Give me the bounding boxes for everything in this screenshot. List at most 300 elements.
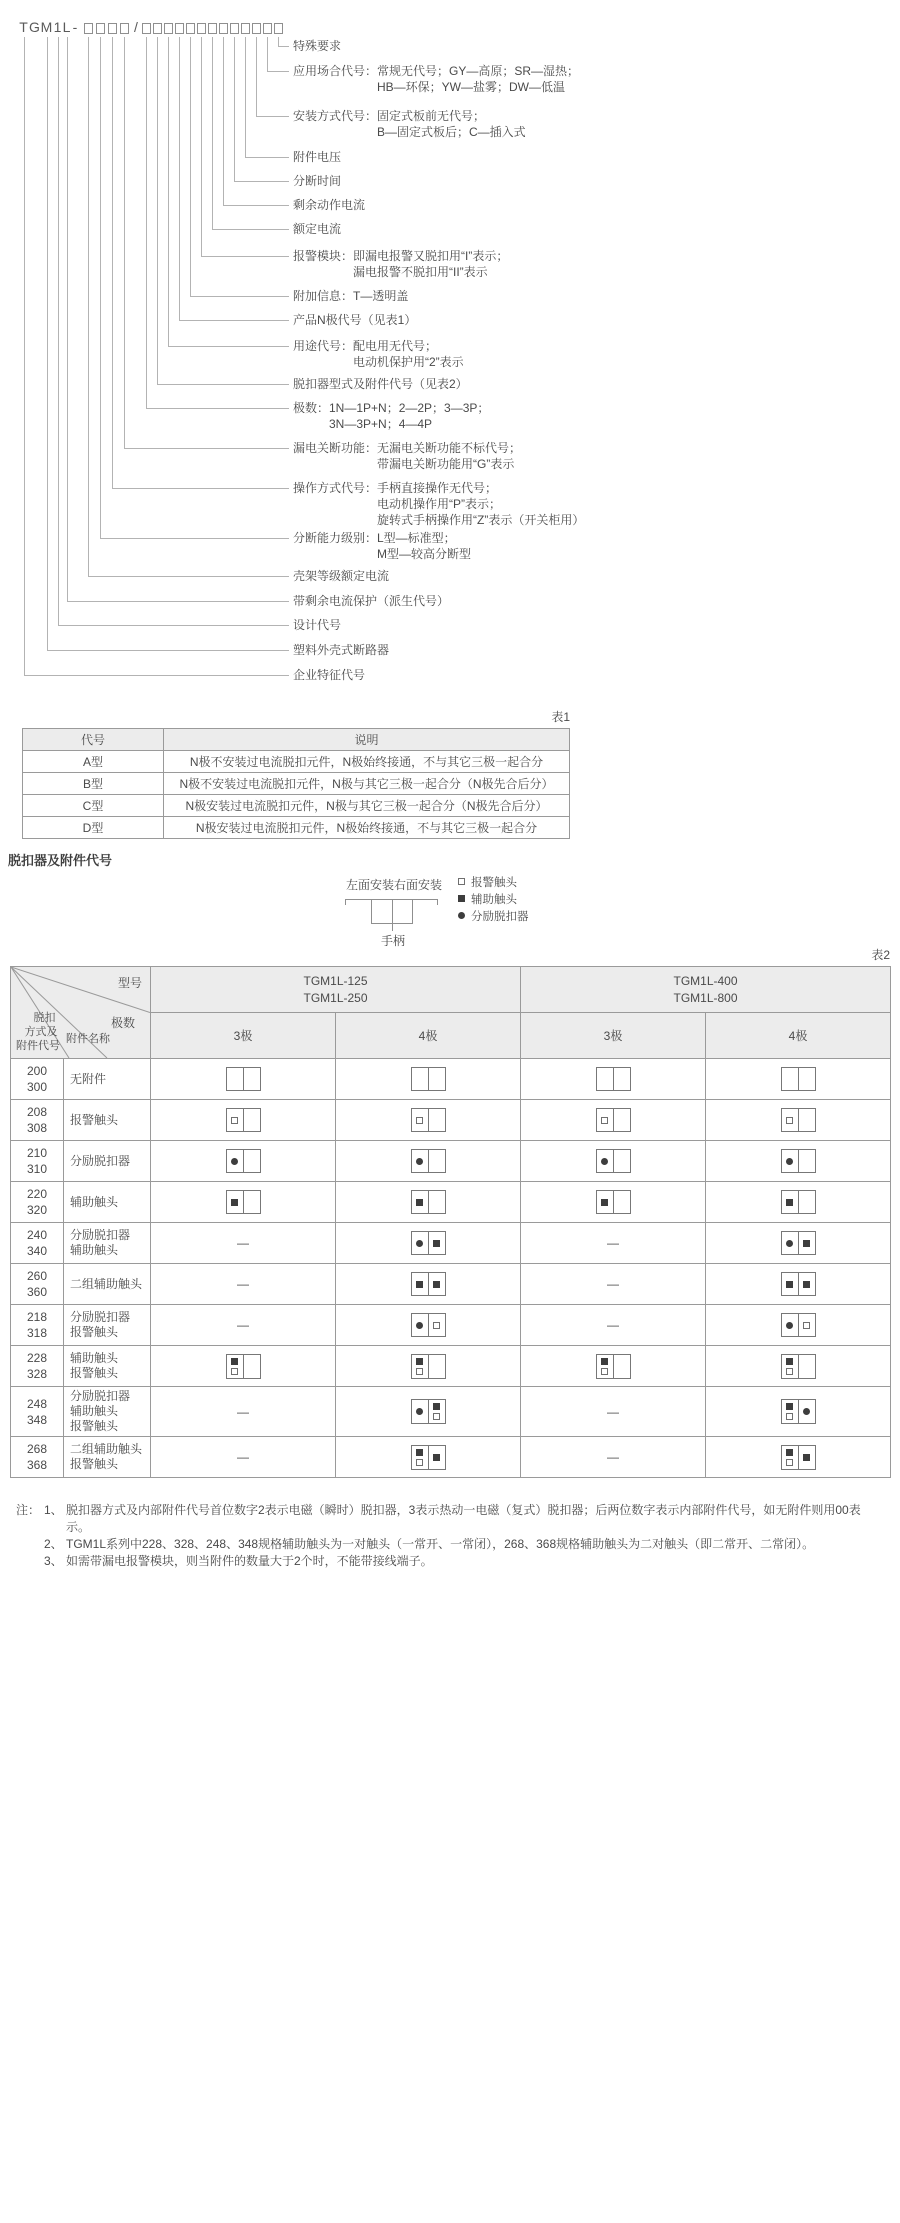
accessory-position-box [411,1231,446,1255]
connector-vline [47,37,48,650]
accessory-slot-right [614,1068,630,1090]
model-box [153,23,162,34]
connector-vline [201,37,202,256]
diagram-item [293,248,508,280]
accessory-slot-right [799,1109,815,1131]
not-available-dash: — [521,1264,706,1305]
aux-mark-icon [416,1358,423,1365]
accessory-slot-right [429,1191,445,1213]
install-left-label: 左面安装 [346,878,395,892]
diagram-item [293,197,365,213]
accessory-position-box [411,1149,446,1173]
accessory-slot-left [412,1191,429,1213]
aux-mark-icon [231,1358,238,1365]
aux-mark-icon [458,895,465,902]
connector-hline [223,205,289,206]
accessory-slot-right [429,1109,445,1131]
accessory-config-cell [336,1387,521,1437]
not-available-dash: — [151,1305,336,1346]
note-prefix: 注： [16,1503,41,1517]
table2-row [11,1387,891,1437]
accessory-position-box [781,1445,816,1470]
corner-code-label [16,1011,60,1053]
legend-item [458,907,529,924]
trip-code-cell [11,1100,64,1141]
aux-mark-icon [601,1199,608,1206]
connector-hline [278,46,289,47]
diagram-item-text: 报警模块：即漏电报警又脱扣用“I”表示； [293,249,509,263]
accessory-position-box [596,1108,631,1132]
legend-label: 分励脱扣器 [471,910,529,923]
accessory-name-cell [64,1100,151,1141]
aux-mark-icon [786,1449,793,1456]
accessory-slot-right [614,1150,630,1172]
diagram-item [293,149,341,165]
accessory-slot-left [782,1273,799,1295]
table2-row [11,1141,891,1182]
accessory-config-cell [521,1182,706,1223]
corner-code-label-line: 脱扣 [33,1012,56,1024]
accessory-name-cell [64,1437,151,1478]
accessory-position-box [781,1313,816,1337]
accessory-slot-left [782,1191,799,1213]
shunt-mark-icon [416,1158,423,1165]
accessory-slot-right [799,1191,815,1213]
accessory-slot-right [614,1191,630,1213]
accessory-config-cell [521,1100,706,1141]
table2-corner-cell [11,967,151,1059]
model-box [186,23,195,34]
table2-pole-header: 3极 [521,1013,706,1059]
accessory-name: 辅助触头 [70,1194,119,1209]
aux-mark-icon [786,1199,793,1206]
table1-header-code: 代号 [23,729,164,751]
trip-code: 320 [26,1203,48,1217]
connector-vline [267,37,268,71]
diagram-item-text: 分断时间 [293,174,342,188]
accessory-config-cell [706,1223,891,1264]
n-pole-description: N极不安装过电流脱扣元件，N极与其它三极一起合分（N极先合后分） [164,773,570,795]
diagram-item [293,440,521,472]
diagram-item-text: 设计代号 [293,618,342,632]
diagram-item-text: 附件电压 [293,150,342,164]
accessory-slot-left [412,1232,429,1254]
accessory-slot-right [244,1191,260,1213]
accessory-position-box [411,1354,446,1379]
trip-code: 200 [26,1064,48,1078]
diagram-item-text: 电动机保护用“2”表示 [353,355,464,369]
diagram-item-text: 极数：1N—1P+N；2—2P；3—3P； [293,401,490,415]
model-char: L [62,19,71,35]
connector-vline [112,37,113,488]
trip-code: 348 [26,1412,48,1427]
table2-model-group [521,967,891,1013]
diagram-item-text: 附加信息：T—透明盖 [293,289,409,303]
accessory-position-box [781,1231,816,1255]
trip-code-cell [11,1223,64,1264]
accessory-slot-right [429,1355,445,1378]
table2-row [11,1059,891,1100]
accessory-legend [458,873,529,924]
table2-row [11,1437,891,1478]
n-pole-type: C型 [23,795,164,817]
accessory-name-cell [64,1346,151,1387]
trip-code: 228 [26,1351,48,1365]
accessory-slot-left [782,1150,799,1172]
not-available-dash: — [151,1264,336,1305]
accessory-slot-right [799,1314,815,1336]
accessory-slot-right [244,1109,260,1131]
connector-vline [234,37,235,181]
diagram-item-text: 额定电流 [293,222,342,236]
model-box [120,23,129,34]
diagram-item-text: HB—环保；YW—盐雾；DW—低温 [377,80,565,94]
accessory-name: 无附件 [70,1071,107,1086]
accessory-install-diagram [0,872,900,952]
accessory-slot-left [227,1355,244,1378]
accessory-config-cell [521,1059,706,1100]
trip-code: 208 [26,1105,48,1119]
accessory-name-cell [64,1182,151,1223]
connector-hline [24,675,289,676]
connector-hline [179,320,289,321]
accessory-name-cell [64,1264,151,1305]
connector-vline [100,37,101,538]
shunt-mark-icon [416,1240,423,1247]
connector-vline [190,37,191,296]
accessory-slot-left [597,1068,614,1090]
trip-code: 218 [26,1310,48,1324]
model-name: TGM1L-125 [303,973,368,988]
shunt-mark-icon [803,1408,810,1415]
model-box [252,23,261,34]
accessory-slot-left [782,1068,799,1090]
accessory-slot-left [412,1355,429,1378]
accessory-config-cell [521,1346,706,1387]
accessory-config-cell [336,1305,521,1346]
connector-hline [88,576,289,577]
table1-header-row [23,729,570,751]
diagram-item [293,593,449,609]
aux-mark-icon [433,1281,440,1288]
accessory-slot-right [799,1068,815,1090]
diagram-item [293,376,468,392]
alarm-mark-icon [601,1368,608,1375]
diagram-item-text: 脱扣器型式及附件代号（见表2） [293,377,468,391]
accessory-name: 辅助触头 [70,1404,119,1418]
model-box [175,23,184,34]
accessory-slot-left [597,1191,614,1213]
note-number: 2、 [44,1537,63,1551]
n-pole-description: N极不安装过电流脱扣元件，N极始终接通，不与其它三极一起合分 [164,751,570,773]
accessory-config-cell [151,1346,336,1387]
accessory-position-box [781,1354,816,1379]
note-text: 脱扣器方式及内部附件代号首位数字2表示电磁（瞬时）脱扣器，3表示热动一电磁（复式）脱扣器；后两位数字表示内部附件代号，如无附件则用00表示。 [66,1503,861,1534]
connector-vline [168,37,169,346]
trip-code-cell [11,1059,64,1100]
connector-vline [278,37,279,46]
model-box [164,23,173,34]
trip-code: 360 [26,1285,48,1299]
diagram-item [293,288,408,304]
accessory-name: 报警触头 [70,1419,119,1433]
accessory-section-heading: 脱扣器及附件代号 [8,853,113,868]
alarm-mark-icon [458,878,465,885]
connector-hline [168,346,289,347]
accessory-slot-right [429,1273,445,1295]
aux-mark-icon [803,1281,810,1288]
connector-hline [157,384,289,385]
table2-pole-header: 4极 [706,1013,891,1059]
diagram-item-text: 带剩余电流保护（派生代号） [293,594,450,608]
breaker-divider [392,900,393,923]
accessory-config-cell [151,1182,336,1223]
diagram-item [293,530,471,562]
accessory-slot-right [429,1068,445,1090]
diagram-item [293,568,389,584]
accessory-position-box [596,1354,631,1379]
model-slash: / [134,19,138,35]
diagram-item-text: 分断能力级别：L型—标准型； [293,531,456,545]
accessory-config-cell [706,1346,891,1387]
aux-mark-icon [786,1281,793,1288]
table1-header-desc: 说明 [164,729,570,751]
alarm-mark-icon [601,1117,608,1124]
accessory-config-cell [151,1100,336,1141]
accessory-config-cell [706,1387,891,1437]
alarm-mark-icon [786,1117,793,1124]
alarm-mark-icon [786,1413,793,1420]
accessory-position-box [226,1108,261,1132]
accessory-slot-left [782,1109,799,1131]
handle-pointer-line [392,924,393,931]
model-box [263,23,272,34]
connector-vline [212,37,213,229]
diagram-item [293,38,341,54]
accessory-position-box [411,1313,446,1337]
connector-hline [256,116,289,117]
trip-code: 268 [26,1442,48,1456]
note-item [16,1502,882,1536]
trip-code: 308 [26,1121,48,1135]
not-available-dash: — [521,1305,706,1346]
model-box [208,23,217,34]
n-pole-type: D型 [23,817,164,839]
accessory-slot-right [429,1150,445,1172]
accessory-slot-left [227,1191,244,1213]
connector-vline [58,37,59,625]
accessory-name: 辅助触头 [70,1351,119,1365]
accessory-config-cell [706,1141,891,1182]
accessory-config-cell [336,1264,521,1305]
model-box [142,23,151,34]
not-available-dash: — [151,1437,336,1478]
accessory-config-cell [706,1264,891,1305]
accessory-name: 分励脱扣器 [70,1389,131,1403]
diagram-item [293,338,464,370]
aux-mark-icon [601,1358,608,1365]
diagram-item [293,480,584,528]
shunt-mark-icon [601,1158,608,1165]
accessory-slot-right [429,1400,445,1423]
alarm-mark-icon [416,1117,423,1124]
table2-row [11,1223,891,1264]
diagram-item-text: 安装方式代号：固定式板前无代号； [293,109,486,123]
not-available-dash: — [521,1223,706,1264]
table2-row [11,1100,891,1141]
accessory-slot-right [799,1446,815,1469]
connector-vline [24,37,25,675]
trip-code: 260 [26,1269,48,1283]
shunt-mark-icon [416,1322,423,1329]
accessory-name-cell [64,1387,151,1437]
table2-model-group [151,967,521,1013]
accessory-name: 报警触头 [70,1366,119,1380]
table2-row [11,1182,891,1223]
accessory-slot-right [244,1150,260,1172]
accessory-slot-left [412,1400,429,1423]
diagram-item-text: B—固定式板后；C—插入式 [377,125,526,139]
trip-code: 220 [26,1187,48,1201]
diagram-item [293,400,489,432]
trip-code-cell [11,1141,64,1182]
diagram-item-text: 带漏电关断功能用“G”表示 [377,457,515,471]
note-number: 1、 [44,1503,63,1517]
aux-mark-icon [416,1281,423,1288]
accessory-slot-left [412,1273,429,1295]
diagram-item-text: 壳架等级额定电流 [293,569,390,583]
accessory-slot-left [597,1150,614,1172]
model-char: - [72,19,78,35]
trip-code-cell [11,1264,64,1305]
table2-pole-header: 3极 [151,1013,336,1059]
diagram-item-text: M型—较高分断型 [377,547,471,561]
shunt-mark-icon [786,1322,793,1329]
accessory-config-cell [706,1305,891,1346]
alarm-mark-icon [803,1322,810,1329]
model-char: 1 [53,19,62,35]
aux-mark-icon [803,1240,810,1247]
model-box [274,23,283,34]
model-box [197,23,206,34]
accessory-slot-right [244,1355,260,1378]
corner-model-label: 型号 [117,976,142,990]
aux-mark-icon [433,1403,440,1410]
connector-vline [88,37,89,576]
trip-code: 300 [26,1080,48,1094]
model-box [219,23,228,34]
diagram-item [293,63,579,95]
accessory-position-box [411,1067,446,1091]
diagram-item [293,617,341,633]
alarm-mark-icon [231,1368,238,1375]
diagram-item-text: 操作方式代号：手柄直接操作无代号； [293,481,498,495]
accessory-name: 辅助触头 [70,1243,119,1257]
accessory-config-cell [336,1059,521,1100]
table2-row [11,1264,891,1305]
accessory-position-box [411,1445,446,1470]
not-available-dash: — [521,1437,706,1478]
aux-mark-icon [803,1454,810,1461]
model-box [241,23,250,34]
accessory-slot-left [782,1400,799,1423]
note-text: 如需带漏电报警模块，则当附件的数量大于2个时，不能带接线端子。 [66,1554,433,1568]
accessory-position-box [781,1190,816,1214]
connector-hline [245,157,289,158]
accessory-name: 分励脱扣器 [70,1228,131,1242]
model-designation-diagram [0,0,900,706]
diagram-item-text: 产品N极代号（见表1） [293,313,417,327]
trip-code: 340 [26,1244,48,1258]
table2-row [11,1346,891,1387]
not-available-dash: — [151,1223,336,1264]
accessory-position-box [226,1354,261,1379]
accessory-config-cell [521,1141,706,1182]
trip-code: 210 [26,1146,48,1160]
model-char: T [19,19,28,35]
legend-item [458,890,529,907]
accessory-config-cell [706,1182,891,1223]
accessory-slot-left [597,1355,614,1378]
note-item [16,1553,882,1570]
accessory-position-box [411,1399,446,1424]
table2-caption: 表2 [871,948,890,962]
accessory-position-box [781,1108,816,1132]
corner-code-label-line: 方式及 [24,1026,58,1038]
diagram-item-text: 用途代号：配电用无代号； [293,339,438,353]
connector-vline [223,37,224,205]
accessory-position-box [596,1067,631,1091]
connector-hline [212,229,289,230]
legend-label: 报警触头 [471,876,517,889]
model-name: TGM1L-800 [673,990,738,1005]
shunt-mark-icon [231,1158,238,1165]
note-prefix [16,1553,44,1570]
corner-poles-label: 极数 [111,1016,136,1030]
alarm-mark-icon [786,1368,793,1375]
accessory-slot-left [227,1109,244,1131]
accessory-position-box [411,1190,446,1214]
accessory-slot-left [782,1446,799,1469]
accessory-slot-right [799,1355,815,1378]
diagram-item-text: 漏电关断功能：无漏电关断功能不标代号； [293,441,522,455]
accessory-name: 分励脱扣器 [70,1153,131,1168]
accessory-name-cell [64,1059,151,1100]
accessory-slot-left [412,1314,429,1336]
accessory-config-cell [151,1059,336,1100]
accessory-slot-right [614,1109,630,1131]
connector-vline [157,37,158,384]
trip-code-cell [11,1437,64,1478]
diagram-item [293,108,526,140]
aux-mark-icon [231,1199,238,1206]
connector-hline [267,71,289,72]
accessory-slot-right [244,1068,260,1090]
accessory-position-box [781,1272,816,1296]
accessory-slot-left [227,1068,244,1090]
accessory-config-cell [151,1141,336,1182]
diagram-item-text: 特殊要求 [293,39,342,53]
n-pole-description: N极安装过电流脱扣元件，N极与其它三极一起合分（N极先合后分） [164,795,570,817]
connector-hline [234,181,289,182]
legend-label: 辅助触头 [471,893,517,906]
accessory-slot-right [429,1314,445,1336]
accessory-slot-right [799,1400,815,1423]
accessory-name: 二组辅助触头 [70,1276,143,1291]
diagram-item-text: 塑料外壳式断路器 [293,643,390,657]
model-name: TGM1L-400 [673,973,738,988]
model-box [96,23,105,34]
